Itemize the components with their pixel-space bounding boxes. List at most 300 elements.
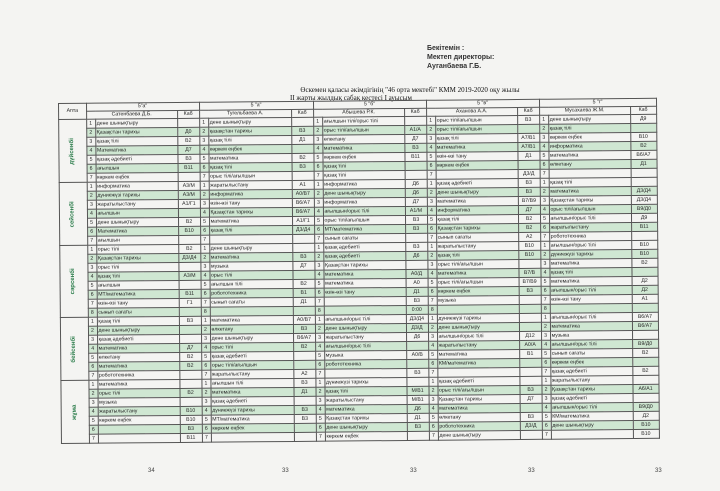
room-cell: Д1: [517, 151, 539, 160]
subject-cell: сынып сағаты: [550, 348, 632, 358]
day-name: [60, 317, 88, 380]
room-cell: Д2: [633, 411, 659, 420]
lesson-number: 2: [88, 326, 97, 335]
lesson-number: 2: [199, 127, 208, 136]
lesson-number: 6: [87, 227, 96, 236]
room-cell: [518, 160, 540, 169]
subject-cell: дене шынықтыру: [96, 217, 178, 227]
lesson-number: 5: [314, 216, 323, 225]
document-subtitle: II жарты жылдық сабақ кестесі I ауысым: [290, 94, 412, 102]
room-header: Каб: [517, 107, 539, 115]
lesson-number: 5: [202, 415, 211, 424]
lesson-number: 6: [202, 424, 211, 433]
subject-cell: робототехника: [324, 359, 406, 369]
room-cell: [519, 304, 541, 313]
room-cell: [633, 393, 659, 402]
room-cell: [519, 313, 541, 322]
subject-cell: Қазақстан тарихы: [95, 127, 177, 137]
room-cell: В6/А7: [632, 312, 658, 321]
subject-cell: ағылшын: [97, 280, 179, 290]
room-cell: [631, 231, 657, 240]
lesson-number: 3: [542, 394, 551, 403]
subject-cell: робототехника: [210, 288, 293, 298]
lesson-number: 7: [540, 169, 549, 178]
room-cell: [631, 168, 657, 177]
subject-cell: өлкетану: [438, 412, 520, 422]
subject-cell: көркем еңбек: [437, 286, 519, 296]
lesson-number: 4: [427, 206, 436, 215]
subject-cell: математика: [209, 252, 292, 262]
subject-cell: қазақ тілі: [208, 135, 291, 145]
room-cell: [179, 334, 201, 343]
lesson-number: 8: [315, 306, 324, 315]
lesson-number: 4: [200, 271, 209, 280]
subject-cell: информатика: [323, 197, 405, 207]
lesson-number: 4: [313, 144, 322, 153]
subject-cell: орыс тілі/ағылшын: [435, 115, 517, 125]
lesson-number: 4: [87, 209, 96, 218]
subject-cell: дүниежүзі тарихы: [549, 250, 631, 260]
lesson-number: 4: [426, 143, 435, 152]
lesson-number: 1: [314, 180, 323, 189]
room-cell: В2: [631, 258, 657, 267]
lesson-number: 7: [89, 434, 98, 443]
subject-cell: математика: [549, 187, 631, 197]
subject-cell: жаратылыстану: [325, 395, 407, 405]
lesson-number: 5: [88, 281, 97, 290]
subject-cell: математика: [325, 404, 407, 414]
room-cell: В3: [292, 162, 314, 171]
subject-cell: ағылшын/орыс тілі: [550, 339, 632, 349]
lesson-number: 1: [201, 379, 210, 388]
subject-cell: орыс тілі/ағылшын: [437, 277, 519, 287]
room-cell: [519, 376, 541, 385]
subject-cell: орыс тілі: [209, 270, 292, 280]
subject-cell: қазақ тілі: [436, 250, 518, 260]
subject-cell: музыка: [550, 330, 632, 340]
subject-cell: қазақ әдебиеті: [550, 366, 632, 376]
schedule-sheet: [58, 98, 659, 444]
lesson-number: 2: [540, 187, 549, 196]
room-cell: А0: [406, 278, 428, 287]
lesson-number: 3: [429, 395, 438, 404]
subject-cell: көркем еңбек: [96, 172, 178, 182]
room-cell: [293, 306, 315, 315]
lesson-number: 6: [315, 360, 324, 369]
room-cell: [519, 358, 541, 367]
subject-cell: көркем еңбек: [325, 431, 407, 441]
subject-cell: дене шынықтыру: [95, 118, 177, 128]
subject-cell: информатика: [436, 205, 518, 215]
lesson-number: 4: [539, 142, 548, 151]
room-cell: В3: [179, 316, 201, 325]
room-cell: В3: [293, 378, 315, 387]
subject-cell: дене шынықтыру: [97, 325, 179, 335]
room-cell: Д1: [294, 387, 316, 396]
lesson-number: 2: [427, 188, 436, 197]
room-cell: В2: [632, 366, 658, 375]
room-cell: В11: [631, 222, 657, 231]
subject-cell: орыс тілі: [98, 388, 180, 398]
subject-cell: өлкетану: [322, 134, 404, 144]
room-cell: А7/В1: [517, 142, 539, 151]
lesson-number: 5: [540, 214, 549, 223]
room-cell: В10: [518, 250, 540, 259]
document-title: Өскемен қаласы әкімдігінің "46 орта мектебі" КММ 2019-2020 оқу жылы: [300, 86, 520, 94]
room-cell: А0/В: [406, 350, 428, 359]
room-cell: В10: [631, 240, 657, 249]
subject-cell: қазақ тілі: [97, 316, 179, 326]
room-cell: [630, 123, 656, 132]
subject-cell: дүниежүзі тарихы: [324, 377, 406, 387]
lesson-number: 4: [200, 208, 209, 217]
lesson-number: 5: [87, 218, 96, 227]
room-cell: [179, 325, 201, 334]
room-cell: В3: [292, 252, 314, 261]
room-cell: В2: [178, 244, 200, 253]
subject-cell: дүниежүзі тарихы: [437, 313, 519, 323]
room-cell: [406, 377, 428, 386]
subject-cell: жаратылыстану: [96, 199, 178, 209]
room-cell: Д7: [518, 205, 540, 214]
room-cell: В10: [518, 241, 540, 250]
subject-cell: сынып сағаты: [97, 307, 179, 317]
subject-cell: көркем еңбек: [211, 423, 294, 433]
room-cell: [631, 177, 657, 186]
room-cell: А3/М: [178, 271, 200, 280]
subject-cell: жаратылыстану: [437, 340, 519, 350]
lesson-number: 1: [87, 182, 96, 191]
subject-cell: математика: [548, 151, 630, 161]
room-cell: [292, 243, 314, 252]
subject-cell: ағылшын: [96, 235, 178, 245]
room-cell: В3: [519, 286, 541, 295]
day-column-header: Апта: [59, 103, 87, 119]
lesson-number: 4: [541, 340, 550, 349]
room-cell: В1: [293, 288, 315, 297]
lesson-number: 6: [315, 288, 324, 297]
room-cell: [292, 270, 314, 279]
room-cell: [632, 375, 658, 384]
subject-cell: ағылшын/орыс тілі: [549, 241, 631, 251]
day-name: [60, 245, 88, 317]
lesson-number: 3: [541, 331, 550, 340]
day-name: [61, 380, 89, 443]
subject-cell: өзін-өзі тану: [550, 295, 632, 305]
subject-cell: математика: [323, 269, 405, 279]
lesson-number: 6: [541, 358, 550, 367]
lesson-number: 7: [314, 234, 323, 243]
lesson-number: 1: [541, 376, 550, 385]
subject-cell: өлкетану: [549, 160, 631, 170]
lesson-number: 5: [316, 414, 325, 423]
room-cell: В10: [631, 249, 657, 258]
room-cell: А3/М: [178, 190, 200, 199]
lesson-number: 1: [315, 378, 324, 387]
subject-cell: дене шынықтыру: [324, 323, 406, 333]
room-cell: М/В1: [407, 395, 429, 404]
room-cell: [180, 397, 202, 406]
subject-cell: информатика: [209, 189, 292, 199]
room-cell: В3: [293, 324, 315, 333]
subject-cell: информатика: [548, 142, 630, 152]
subject-cell: МТ/математика: [323, 224, 405, 234]
subject-cell: сынып сағаты: [323, 233, 405, 243]
room-cell: В6/А7: [292, 207, 314, 216]
approval-line-3: Ауганбаева Г.Б.: [427, 63, 482, 70]
room-cell: А1/Г1: [292, 216, 314, 225]
total-hours: 33: [410, 468, 417, 474]
lesson-number: 3: [426, 134, 435, 143]
lesson-number: 3: [87, 200, 96, 209]
subject-cell: ағылшын/орыс тілі: [549, 214, 631, 224]
room-cell: В3: [406, 368, 428, 377]
lesson-number: 3: [202, 397, 211, 406]
room-cell: В3: [519, 385, 541, 394]
lesson-number: 1: [541, 313, 550, 322]
lesson-number: 2: [539, 124, 548, 133]
subject-cell: ағылшын/орыс тілі: [324, 314, 406, 324]
room-cell: Д3/Д: [406, 323, 428, 332]
subject-cell: көркем еңбек: [98, 415, 180, 425]
lesson-number: 7: [541, 367, 550, 376]
subject-cell: көркем еңбек: [550, 357, 632, 367]
room-cell: [292, 171, 314, 180]
subject-cell: қазақ әдебиеті: [97, 334, 179, 344]
room-cell: В3: [407, 422, 429, 431]
lesson-number: 7: [427, 233, 436, 242]
room-cell: В9/Д0: [633, 402, 659, 411]
room-cell: [294, 396, 316, 405]
room-cell: Д1: [406, 287, 428, 296]
subject-cell: өлкетану: [97, 352, 179, 362]
room-cell: А2: [518, 232, 540, 241]
room-cell: А0/Д: [405, 269, 427, 278]
lesson-number: 6: [88, 362, 97, 371]
subject-cell: қазақ тілі: [323, 170, 405, 180]
subject-cell: математика: [322, 143, 404, 153]
lesson-number: 6: [427, 161, 436, 170]
subject-cell: орыс тілі/ағылшын: [210, 360, 293, 370]
subject-cell: қазақ әдебиеті: [95, 154, 177, 164]
subject-cell: қазақ әдебиеті: [437, 376, 519, 386]
subject-cell: орыс тілі/ағылшын: [323, 215, 405, 225]
lesson-number: 3: [314, 198, 323, 207]
room-cell: В6/А7: [293, 333, 315, 342]
day-name: [59, 119, 87, 182]
room-header: Каб: [630, 106, 656, 114]
subject-cell: өзін-өзі тану: [324, 287, 406, 297]
class-name: 5"а": [86, 102, 199, 111]
lesson-number: 4: [428, 341, 437, 350]
lesson-number: 6: [87, 164, 96, 173]
room-cell: Д3/Д4: [406, 314, 428, 323]
lesson-number: 6: [541, 286, 550, 295]
subject-cell: дене шынықтыру: [325, 422, 407, 432]
subject-cell: жаратылыстану: [210, 369, 293, 379]
lesson-number: 1: [199, 118, 208, 127]
room-cell: А1: [632, 294, 658, 303]
lesson-number: 2: [87, 254, 96, 263]
room-cell: В11: [404, 152, 426, 161]
lesson-number: 7: [429, 431, 438, 440]
room-cell: [292, 234, 314, 243]
lesson-number: 2: [314, 252, 323, 261]
subject-cell: математика: [550, 277, 632, 287]
lesson-number: 5: [86, 155, 95, 164]
lesson-number: 1: [426, 116, 435, 125]
room-cell: Д2: [632, 285, 658, 294]
class-teacher: Сатенбаева Д.Б.: [86, 110, 177, 119]
subject-cell: Қазақстан тарихы: [96, 253, 178, 263]
lesson-number: 4: [202, 406, 211, 415]
room-cell: В3: [180, 424, 202, 433]
lesson-number: 4: [540, 205, 549, 214]
room-cell: Д9: [631, 213, 657, 222]
lesson-number: 2: [541, 385, 550, 394]
room-cell: В3: [291, 126, 313, 135]
subject-cell: математика: [550, 321, 632, 331]
room-cell: [294, 423, 316, 432]
lesson-number: 4: [540, 268, 549, 277]
lesson-number: 2: [540, 250, 549, 259]
lesson-number: 7: [200, 172, 209, 181]
subject-cell: робототехника: [438, 421, 520, 431]
room-cell: В3: [294, 414, 316, 423]
lesson-number: 7: [87, 173, 96, 182]
lesson-number: 3: [314, 261, 323, 270]
lesson-number: 1: [200, 244, 209, 253]
lesson-number: 1: [88, 380, 97, 389]
lesson-number: 7: [202, 433, 211, 442]
room-cell: В3: [518, 178, 540, 187]
lesson-number: 6: [316, 423, 325, 432]
room-cell: В7/В9: [518, 196, 540, 205]
subject-cell: МТ/математика: [211, 414, 294, 424]
lesson-number: 7: [88, 371, 97, 380]
subject-cell: өзін-өзі тану: [97, 298, 179, 308]
room-cell: [294, 432, 316, 441]
lesson-number: 8: [201, 307, 210, 316]
lesson-number: 4: [199, 145, 208, 154]
approval-line-2: Мектеп директоры:: [427, 54, 495, 61]
subject-cell: жаратылыстану: [549, 223, 631, 233]
room-cell: В10: [633, 420, 659, 429]
subject-cell: қазақ тілі: [95, 136, 177, 146]
lesson-number: 2: [202, 388, 211, 397]
room-cell: А6/А1: [632, 384, 658, 393]
subject-cell: информатика: [323, 179, 405, 189]
room-cell: Д2: [632, 276, 658, 285]
room-header: Каб: [177, 110, 199, 118]
subject-cell: қазақ әдебиеті: [323, 242, 405, 252]
lesson-number: 7: [428, 368, 437, 377]
lesson-number: 2: [428, 323, 437, 332]
lesson-number: 3: [540, 196, 549, 205]
lesson-number: 6: [428, 359, 437, 368]
subject-cell: математика: [210, 315, 293, 325]
subject-cell: қазақ тілі: [549, 178, 631, 188]
room-cell: Д3/Д4: [631, 195, 657, 204]
lesson-number: 6: [88, 290, 97, 299]
subject-cell: қазақ тілі: [209, 225, 292, 235]
lesson-number: 3: [200, 199, 209, 208]
room-cell: Д6: [406, 332, 428, 341]
room-header: Каб: [291, 109, 313, 117]
room-cell: Д9: [630, 114, 656, 123]
lesson-number: 6: [542, 421, 551, 430]
subject-cell: дүниежүзі тарихы: [96, 190, 178, 200]
lesson-number: 4: [86, 146, 95, 155]
room-cell: [406, 341, 428, 350]
class-teacher: Абышева Р.К.: [313, 108, 404, 117]
room-cell: Д7: [520, 394, 542, 403]
room-cell: Д1: [631, 159, 657, 168]
room-cell: [519, 367, 541, 376]
lesson-number: 6: [201, 361, 210, 370]
subject-cell: қазақ әдебиеті: [551, 393, 633, 403]
room-cell: 0:00: [406, 305, 428, 314]
subject-cell: математика: [549, 259, 631, 269]
room-cell: А0/В7: [292, 189, 314, 198]
subject-cell: сынып сағаты: [436, 232, 518, 242]
lesson-number: 5: [542, 412, 551, 421]
subject-cell: өзін-өзі тану: [209, 198, 292, 208]
lesson-number: 6: [540, 160, 549, 169]
room-cell: В10: [630, 132, 656, 141]
class-name: 5 "а": [199, 101, 313, 110]
lesson-number: 1: [540, 178, 549, 187]
lesson-number: 7: [315, 297, 324, 306]
room-cell: В11: [179, 289, 201, 298]
subject-cell: орыс тілі/ағылшын: [549, 205, 631, 215]
lesson-number: 6: [429, 422, 438, 431]
room-cell: В2: [178, 217, 200, 226]
total-hours: 34: [148, 468, 155, 474]
room-cell: [178, 208, 200, 217]
class-teacher: Аханова А.А.: [426, 107, 517, 116]
room-cell: [632, 357, 658, 366]
schedule-body: [59, 114, 659, 443]
lesson-number: 1: [86, 119, 95, 128]
lesson-number: 4: [314, 207, 323, 216]
subject-cell: қазақ әдебиеті: [211, 396, 294, 406]
lesson-number: 1: [540, 241, 549, 250]
subject-cell: дене шынықтыру: [323, 188, 405, 198]
lesson-number: 2: [314, 189, 323, 198]
subject-cell: информатика: [96, 181, 178, 191]
lesson-number: 2: [200, 190, 209, 199]
lesson-number: 6: [314, 162, 323, 171]
lesson-number: 4: [429, 404, 438, 413]
lesson-number: 7: [427, 170, 436, 179]
lesson-number: 4: [88, 344, 97, 353]
subject-cell: жаратылыстану: [550, 375, 632, 385]
room-cell: М/В1: [407, 386, 429, 395]
lesson-number: 5: [429, 413, 438, 422]
subject-cell: музыка: [324, 350, 406, 360]
room-cell: [632, 303, 658, 312]
lesson-number: 6: [201, 289, 210, 298]
room-cell: А1/Г1: [178, 199, 200, 208]
lesson-number: 1: [315, 315, 324, 324]
lesson-number: 7: [201, 298, 210, 307]
lesson-number: 6: [428, 287, 437, 296]
subject-cell: Қазақстан тарихы: [436, 223, 518, 233]
lesson-number: 8: [541, 304, 550, 313]
room-cell: А3/М: [178, 181, 200, 190]
subject-cell: Қазақстан тарихы: [550, 384, 632, 394]
